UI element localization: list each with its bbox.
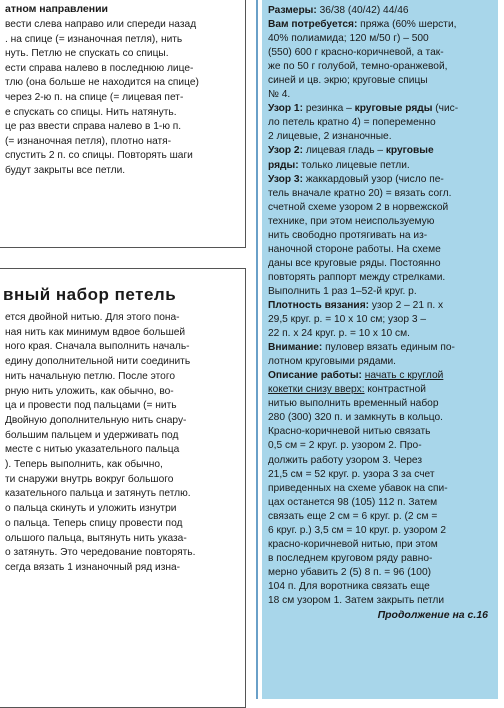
text-run: № 4.	[268, 89, 291, 101]
text-run: Красно-коричневой нитью связать	[268, 426, 431, 438]
text-run: 0,5 см = 2 круг. р. узором 2. Про-	[268, 440, 422, 452]
bold-term: Узор 1:	[268, 103, 306, 115]
instruction-line	[262, 524, 498, 538]
instructions-text	[262, 4, 498, 608]
cast-on-text	[0, 311, 245, 576]
text-run: Выполнить 1 раз 1–52-й круг. р.	[268, 285, 417, 297]
instruction-line	[262, 285, 498, 299]
instruction-line	[262, 383, 498, 397]
instruction-line	[262, 130, 498, 144]
instruction-line	[262, 271, 498, 285]
instruction-line	[262, 215, 498, 229]
text-run: в последнем круговом ряду равно-	[268, 552, 433, 564]
text-run: (550) 600 г красно-коричневой, а так-	[268, 47, 444, 59]
text-run: контрастной	[364, 384, 426, 396]
instruction-line	[262, 355, 498, 369]
text-run: 2 лицевые, 2 изнаночные.	[268, 131, 392, 143]
text-run: 280 (300) 320 п. и замкнуть в кольцо.	[268, 412, 444, 424]
instruction-line	[262, 341, 498, 355]
instruction-line	[262, 32, 498, 46]
text-run: 22 п. х 24 круг. р. = 10 х 10 см.	[268, 328, 410, 340]
instruction-line	[262, 173, 498, 187]
text-run: 40% полиамида; 120 м/50 г) – 500	[268, 33, 429, 45]
text-line: (= изнаночная петля), плотно натя-	[5, 135, 172, 147]
text-run: 18 см узором 1. Затем закрыть петли	[268, 594, 445, 606]
text-line: нуть. Петлю не спускать со спицы.	[5, 48, 169, 60]
instruction-line	[262, 439, 498, 453]
text-run: пряжа (60% шерсти,	[360, 19, 457, 31]
text-line: нить начальную петлю. После этого	[5, 370, 176, 382]
text-line: о пальца скинуть и уложить изнутри	[5, 503, 177, 515]
instruction-line	[262, 257, 498, 271]
text-line: ). Теперь выполнить, как обычно,	[5, 459, 163, 471]
text-line: ести справа налево в последнюю лице-	[5, 62, 194, 74]
text-run: жаккардовый узор (число пе-	[305, 173, 444, 185]
text-line: ется двойной нитью. Для этого пона-	[5, 312, 180, 323]
text-run: 36/38 (40/42) 44/46	[319, 5, 409, 16]
text-line: будут закрыты все петли.	[5, 164, 126, 176]
text-run: же по 50 г голубой, темно-оранжевой,	[268, 61, 448, 73]
continuation-note: Продолжение на с.16	[377, 609, 488, 622]
instruction-line	[262, 496, 498, 510]
text-line: тлю (она больше не находится на спице)	[5, 77, 199, 89]
text-line: казательного пальца и затянуть петлю.	[5, 488, 191, 500]
instruction-line	[262, 425, 498, 439]
text-run: 29,5 круг. р. = 10 х 10 см; узор 3 –	[268, 314, 426, 326]
instruction-line	[262, 4, 498, 18]
text-run: узор 2 – 21 п. х	[371, 299, 444, 311]
instruction-line	[262, 538, 498, 552]
text-run: приведенных на схеме убавок на спи-	[268, 482, 448, 494]
instruction-line	[262, 327, 498, 341]
text-line: большим пальцем и удерживать под	[5, 429, 179, 441]
text-run: только лицевые петли.	[298, 159, 410, 171]
text-line: ца и провести под пальцами (= нить	[5, 400, 177, 412]
text-line: ти снаружи внутрь вокруг большого	[5, 473, 174, 485]
instruction-line	[262, 552, 498, 566]
instruction-line	[262, 74, 498, 88]
text-run: повторять раппорт между стрелками.	[268, 271, 446, 283]
instruction-line	[262, 187, 498, 201]
cast-on-box	[0, 268, 246, 708]
instruction-line	[262, 397, 498, 411]
instruction-line	[262, 116, 498, 130]
instruction-line	[262, 566, 498, 580]
text-line: сегда вязать 1 изнаночный ряд изна-	[5, 561, 181, 573]
text-run: пуловер вязать единым по-	[325, 342, 455, 354]
text-run: наночной стороне работы. На схеме	[268, 243, 441, 255]
bold-term: круговые ряды	[354, 103, 433, 115]
bold-term: Описание работы:	[268, 370, 365, 382]
instruction-line	[262, 510, 498, 524]
text-run: 6 круг. р.) 3,5 см = 10 круг. р. узором 2	[268, 524, 447, 536]
text-run: ло петель кратно 4) = попеременно	[268, 117, 436, 129]
instruction-line	[262, 313, 498, 327]
text-line: месте с нитью указательного пальца	[5, 444, 180, 456]
text-line: Двойную дополнительную нить снару-	[5, 414, 187, 426]
instruction-line	[262, 159, 498, 173]
text-run: (чис-	[432, 103, 459, 115]
left-column	[0, 0, 248, 699]
column-divider	[256, 0, 258, 699]
text-line: ная нить как минимум вдвое большей	[5, 326, 186, 338]
section-heading-cast-on: вный набор петель	[3, 285, 177, 304]
instruction-line	[262, 468, 498, 482]
instruction-line	[262, 18, 498, 32]
text-run: связать еще 2 см = 6 круг. р. (2 см =	[268, 510, 438, 522]
text-run: 21,5 см = 52 круг. р. узора 3 за счет	[268, 468, 435, 480]
pattern-instructions	[262, 0, 498, 699]
bold-term: круговые	[385, 145, 434, 157]
instruction-line	[262, 229, 498, 243]
text-line: через 2-ю п. на спице (= лицевая пет-	[5, 91, 184, 103]
text-line: ного края. Сначала выполнить началь-	[5, 341, 190, 353]
instruction-line	[262, 88, 498, 102]
binding-off-box	[0, 0, 246, 248]
bold-term: Узор 2:	[268, 145, 306, 157]
text-run: даны все круговые ряды. Постоянно	[268, 257, 441, 269]
bold-term: Вам потребуется:	[268, 19, 361, 31]
text-line: ольшого пальца, вытянуть нить указа-	[5, 532, 187, 544]
instruction-line	[262, 369, 498, 383]
text-line: о затянуть. Это чередование повторять.	[5, 547, 196, 559]
bold-term: Плотность вязания:	[268, 299, 372, 311]
text-run: нитью выполнить временный набор	[268, 398, 439, 410]
text-line: вести слева направо или спереди назад	[5, 19, 197, 30]
text-line: е спускать со спицы. Нить натянуть.	[5, 106, 177, 118]
instruction-line	[262, 46, 498, 60]
bold-term: Размеры:	[268, 5, 320, 16]
instruction-line	[262, 454, 498, 468]
text-run: кокетки снизу вверх:	[268, 384, 365, 396]
text-line: о пальца. Теперь спицу провести под	[5, 517, 183, 529]
instruction-line	[262, 580, 498, 594]
text-run: тель вначале кратно 20) = вязать согл.	[268, 187, 452, 199]
instruction-line	[262, 102, 498, 116]
binding-off-text	[0, 18, 245, 179]
text-line: спустить 2 п. со спицы. Повторять шаги	[5, 150, 193, 162]
text-run: нить свободно протягивать на из-	[268, 229, 428, 241]
text-line: це раз ввести справа налево в 1-ю п.	[5, 121, 182, 133]
text-run: счетной схеме узором 2 в норвежской	[268, 201, 449, 213]
instruction-line	[262, 594, 498, 608]
text-run: синей и цв. экрю; круговые спицы	[268, 75, 428, 87]
text-line: . на спице (= изнаночная петля), нить	[5, 33, 183, 45]
instruction-line	[262, 482, 498, 496]
instruction-line	[262, 201, 498, 215]
text-run: лотном круговыми рядами.	[268, 356, 397, 368]
bold-term: ряды:	[268, 159, 299, 171]
text-line: едину дополнительной нити соединить	[5, 356, 191, 368]
text-run: начать с круглой	[364, 370, 444, 382]
text-run: цах останется 98 (105) 112 п. Затем	[268, 496, 438, 508]
instruction-line	[262, 299, 498, 313]
bold-term: Внимание:	[268, 342, 326, 354]
instruction-line	[262, 60, 498, 74]
text-run: 104 п. Для воротника связать еще	[268, 580, 430, 592]
section-heading-binding-off: атном направлении	[5, 3, 109, 15]
text-line: рную нить уложить, как обычно, во-	[5, 385, 174, 397]
instruction-line	[262, 144, 498, 158]
text-run: резинка –	[305, 103, 355, 115]
bold-term: Узор 3:	[268, 173, 306, 185]
text-run: красно-коричневой нитью, при этом	[268, 538, 438, 550]
instruction-line	[262, 411, 498, 425]
text-run: лицевая гладь –	[305, 145, 386, 157]
instruction-line	[262, 243, 498, 257]
text-run: должить работу узором 3. Через	[268, 454, 422, 466]
text-run: технике, при этом неиспользуемую	[268, 215, 435, 227]
text-run: мерно убавить 2 (5) 8 п. = 96 (100)	[268, 566, 432, 578]
